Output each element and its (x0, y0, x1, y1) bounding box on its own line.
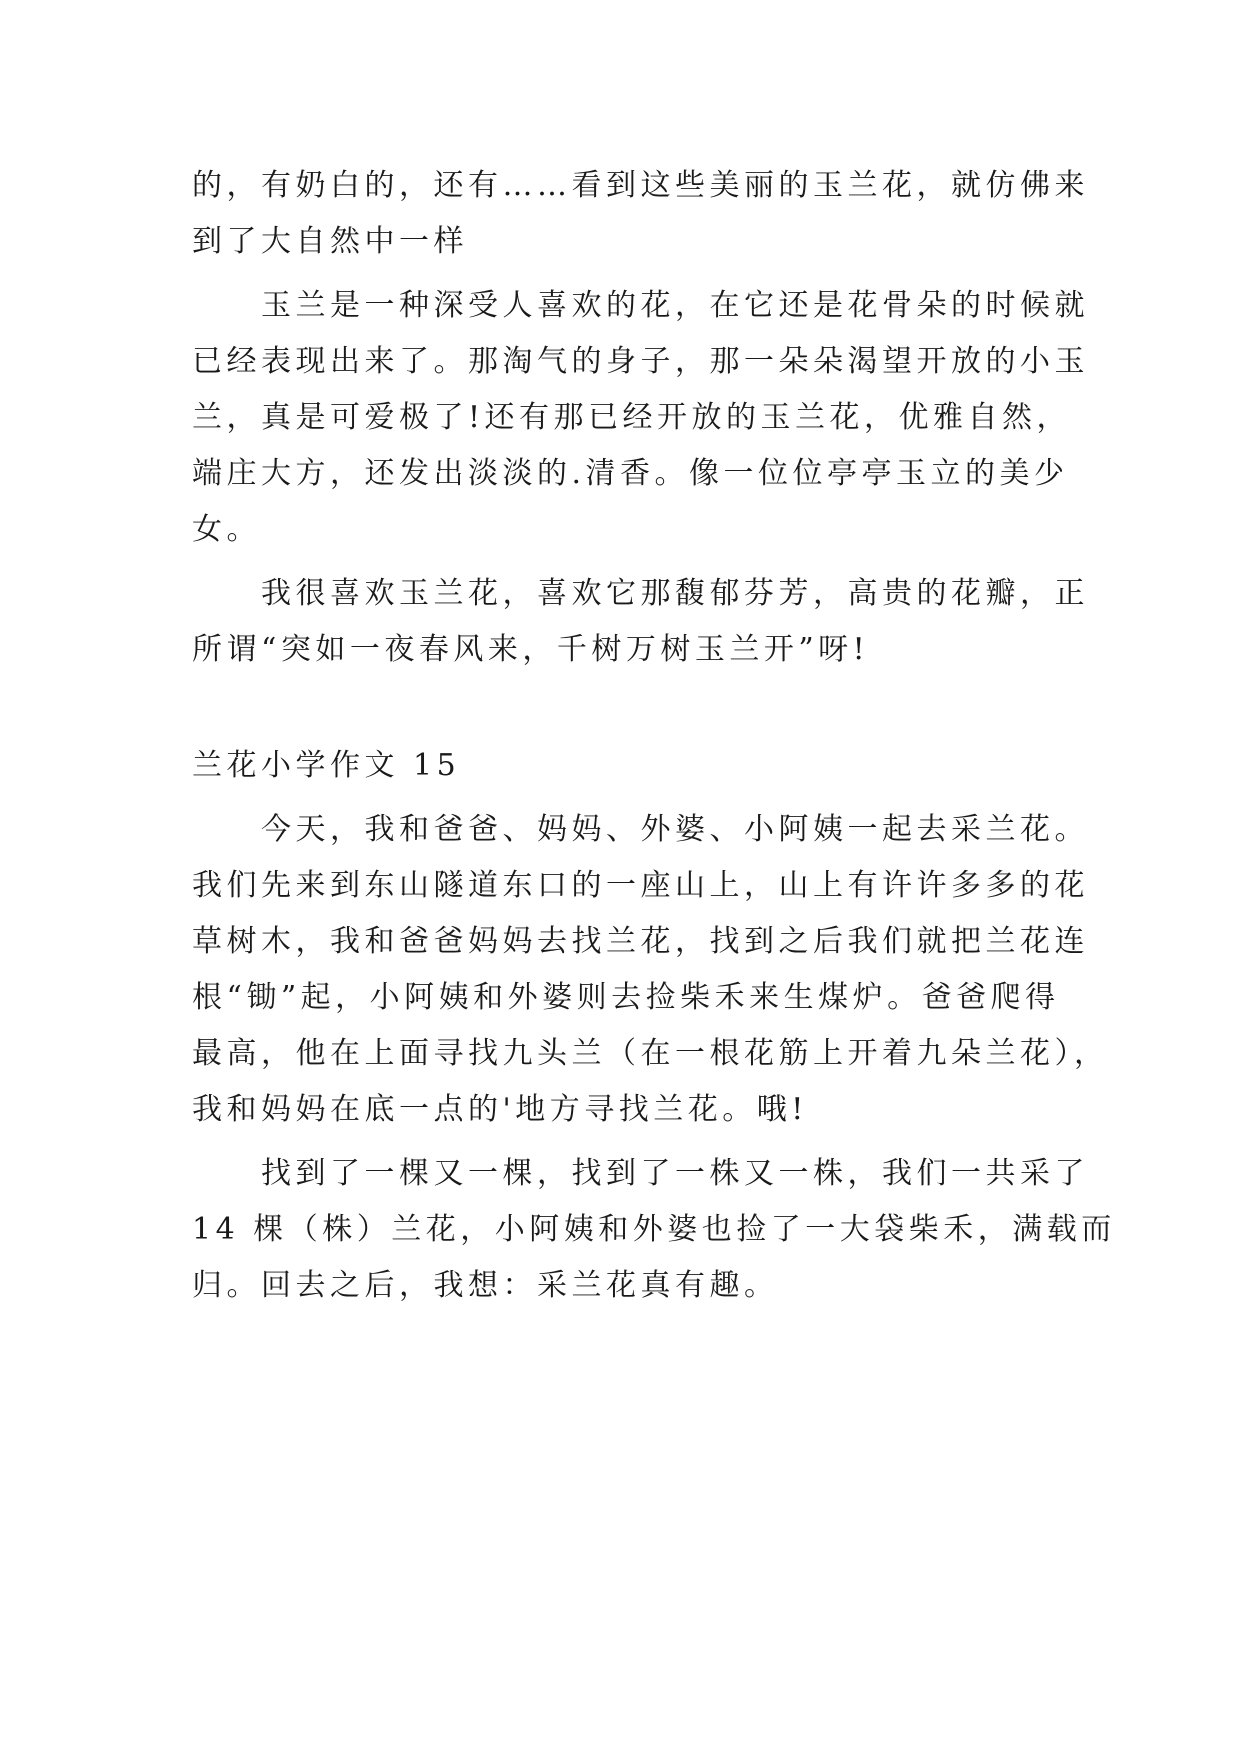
text-line: 到了大自然中一样 (192, 224, 468, 259)
text-line: 根“锄”起，小阿姨和外婆则去捡柴禾来生煤炉。爸爸爬得 (192, 980, 1060, 1015)
text-line: 已经表现出来了。那淘气的身子，那一朵朵渴望开放的小玉 (192, 344, 1089, 379)
text-line: 端庄大方，还发出淡淡的.清香。像一位位亭亭玉立的美少 (192, 456, 1069, 491)
text-line: 女。 (192, 512, 261, 547)
text-line: 兰，真是可爱极了!还有那已经开放的玉兰花，优雅自然， (192, 400, 1072, 435)
text-line: 14 棵（株）兰花，小阿姨和外婆也捡了一大袋柴禾，满载而 (192, 1212, 1116, 1247)
text-line: 草树木，我和爸爸妈妈去找兰花，找到之后我们就把兰花连 (192, 924, 1089, 959)
text-line: 找到了一棵又一棵，找到了一株又一株，我们一共采了 (192, 1156, 1089, 1191)
section-heading: 兰花小学作文 15 (192, 748, 461, 783)
text-line: 所谓“突如一夜春风来，千树万树玉兰开”呀! (192, 632, 870, 667)
text-line: 我们先来到东山隧道东口的一座山上，山上有许许多多的花 (192, 868, 1089, 903)
text-line: 玉兰是一种深受人喜欢的花，在它还是花骨朵的时候就 (192, 288, 1089, 323)
text-line: 今天，我和爸爸、妈妈、外婆、小阿姨一起去采兰花。 (192, 812, 1089, 847)
text-line: 我很喜欢玉兰花，喜欢它那馥郁芬芳，高贵的花瓣，正 (192, 576, 1089, 611)
text-line: 归。回去之后，我想：采兰花真有趣。 (192, 1268, 779, 1303)
text-line: 最高，他在上面寻找九头兰（在一根花筋上开着九朵兰花）， (192, 1036, 1109, 1071)
text-line: 我和妈妈在底一点的'地方寻找兰花。哦! (192, 1092, 808, 1127)
text-line: 的，有奶白的，还有……看到这些美丽的玉兰花，就仿佛来 (192, 168, 1089, 203)
